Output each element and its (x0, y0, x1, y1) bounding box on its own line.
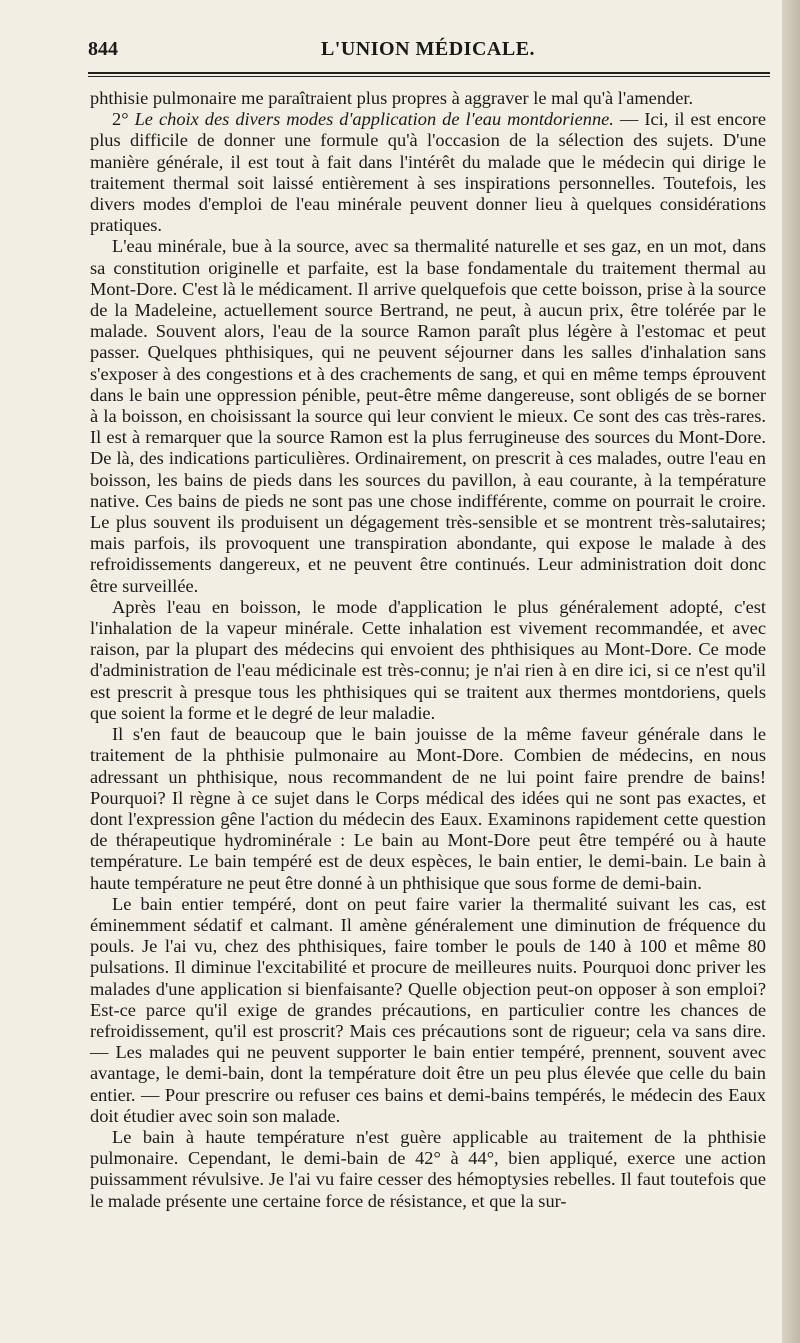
paragraph-2-text: — Ici, il est encore plus difficile de donner une formule qu'à l'occasion de la sélection des sujets. D'une manière générale, il est tout à fait dans l'intérêt du malade que le médecin qui dirige le traitement thermal soit laissé entièrement à ses inspirations personnelles. Toutefois, les divers modes d'emploi de l'eau minérale peuvent donner lieu à quelques considérations pratiques. (90, 109, 766, 236)
paragraph-1-text: phthisie pulmonaire me paraîtraient plus propres à aggraver le mal qu'à l'amender. (90, 88, 694, 108)
body-text (90, 88, 766, 1212)
section-number: 2° (112, 109, 135, 130)
paragraph-1 (90, 88, 766, 109)
header-rule (88, 72, 770, 77)
paragraph-6-text: Le bain entier tempéré, dont on peut faire varier la thermalité suivant les cas, est éminemment sédatif et calmant. Il amène généralement une diminution de fréquence du pouls. Je l'ai vu, chez des phthisiques, faire tomber le pouls de 140 à 100 et même 80 pulsations. Il diminue l'excitabilité et procure de meilleures nuits. Pourquoi donc priver les malades d'une application si bienfaisante? Quelle objection peut-on opposer à son emploi? Est-ce parce qu'il exige de grandes précautions, en particulier contre les chances de refroidissement, qu'il est proscrit? Mais ces précautions sont de rigueur; cela va sans dire. — Les malades qui ne peuvent supporter le bain entier tempéré, prennent, souvent avec avantage, le demi-bain, dont la température doit être un peu plus élevée que celle du bain entier. — Pour prescrire ou refuser ces bains et demi-bains tempérés, le médecin des Eaux doit étudier avec soin son malade. (90, 893, 766, 1126)
paragraph-5 (90, 724, 766, 894)
paragraph-5-text: Il s'en faut de beaucoup que le bain jouisse de la même faveur générale dans le traitement de la phthisie pulmonaire au Mont-Dore. Combien de médecins, en nous adressant un phthisique, nous recommandent de ne lui point faire prendre de bains! Pourquoi? Il règne à ce sujet dans le Corps médical des idées qui ne sont pas exactes, et dont l'expression gêne l'action du médecin des Eaux. Examinons rapidement cette question de thérapeutique hydrominérale : Le bain au Mont-Dore peut être tempéré ou à haute température. Le bain tempéré est de deux espèces, le bain entier, le demi-bain. Le bain à haute température ne peut être donné à un phthisique que sous forme de demi-bain. (90, 724, 766, 893)
page-edge (782, 0, 800, 1343)
paragraph-6 (90, 894, 766, 1127)
running-title: L'UNION MÉDICALE. (320, 38, 536, 60)
paragraph-7-text: Le bain à haute température n'est guère applicable au traitement de la phthisie pulmonaire. Cependant, le demi-bain de 42° à 44°, bien appliqué, exerce une action puissamment révulsive. Je l'ai vu faire cesser des hémoptysies rebelles. Il faut toutefois que le malade présente une certaine force de résistance, et que la sur- (90, 1126, 766, 1211)
paragraph-7 (90, 1127, 766, 1212)
page-header (88, 38, 768, 68)
paragraph-4-text: Après l'eau en boisson, le mode d'application le plus généralement adopté, c'est l'inhalation de la vapeur minérale. Cette inhalation est vivement recommandée, et avec raison, par la plupart des médecins qui envoient des phthisiques au Mont-Dore. Ce mode d'administration de l'eau médicinale est très-connu; je n'ai rien à en dire ici, si ce n'est qu'il est prescrit à presque tous les phthisiques qui se traitent aux thermes montdoriens, quels que soient la forme et le degré de leur maladie. (90, 596, 766, 723)
section-heading: Le choix des divers modes d'application de l'eau montdorienne. (134, 109, 614, 130)
paragraph-2 (90, 109, 766, 236)
paragraph-3-text: L'eau minérale, bue à la source, avec sa thermalité naturelle et ses gaz, en un mot, dans sa constitution originelle et parfaite, est la base fondamentale du traitement thermal au Mont-Dore. C'est là le médicament. Il arrive quelquefois que cette boisson, prise à la source de la Madeleine, actuellement source Bertrand, ne peut, à aucun prix, être tolérée par le malade. Souvent alors, l'eau de la source Ramon paraît plus légère à l'estomac et peut passer. Quelques phthisiques, qui ne peuvent séjourner dans les salles d'inhalation sans s'exposer à des congestions et à des crachements de sang, et qui en même temps éprouvent dans le bain une oppression pénible, peut-être même dangereuse, sont obligés de se borner à la boisson, en choisissant la source qui leur convient le mieux. Ce sont des cas très-rares. Il est à remarquer que la source Ramon est la plus ferrugineuse des sources du Mont-Dore. De là, des indications particulières. Ordinairement, on prescrit à ces malades, outre l'eau en boisson, les bains de pieds dans les sources du pavillon, à eau courante, à la température native. Ces bains de pieds ne sont pas une chose indifférente, comme on pourrait le croire. Le plus souvent ils produisent un dégagement très-sensible et se montrent très-salutaires; mais parfois, ils provoquent une transpiration abondante, qui expose le malade à des refroidissements dangereux, et ne peuvent être continués. Leur administration doit donc être surveillée. (90, 236, 766, 596)
paragraph-3 (90, 236, 766, 596)
page-number: 844 (88, 38, 118, 60)
paragraph-4 (90, 597, 766, 724)
